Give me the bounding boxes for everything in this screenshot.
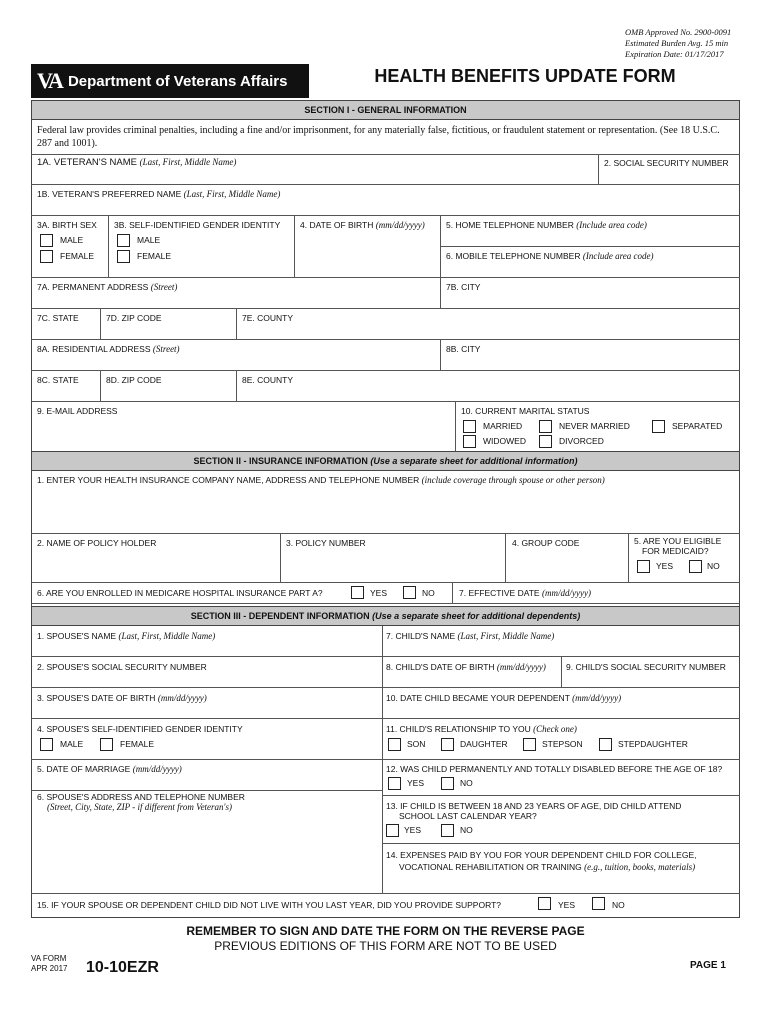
omb-info: [625, 27, 731, 60]
spouse-male-checkbox[interactable]: [40, 738, 53, 751]
permanent-state-label: 7C. STATE: [37, 313, 79, 323]
spouse-name-label: 1. SPOUSE'S NAME (Last, First, Middle Name): [37, 631, 216, 641]
separated-label: SEPARATED: [672, 421, 723, 431]
support-no-label: NO: [612, 900, 625, 910]
va-logo: [31, 64, 309, 98]
medicare-yes-checkbox[interactable]: [351, 586, 364, 599]
mobile-phone-input[interactable]: [446, 263, 736, 276]
gender-female-label: FEMALE: [137, 251, 172, 261]
spouse-female-label: FEMALE: [120, 739, 155, 749]
disabled-yes-label: YES: [407, 778, 425, 788]
dob-label: 4. DATE OF BIRTH (mm/dd/yyyy): [300, 220, 425, 230]
spouse-dob-label: 3. SPOUSE'S DATE OF BIRTH (mm/dd/yyyy): [37, 693, 207, 703]
child-dob-label: 8. CHILD'S DATE OF BIRTH (mm/dd/yyyy): [386, 662, 546, 672]
section-1-title: SECTION I - GENERAL INFORMATION: [304, 105, 467, 115]
ssn-input[interactable]: [604, 170, 736, 183]
divorced-checkbox[interactable]: [539, 435, 552, 448]
medicaid-yes-checkbox[interactable]: [637, 560, 650, 573]
section-2-hint: (Use a separate sheet for additional information): [370, 456, 578, 466]
gender-male-checkbox[interactable]: [117, 234, 130, 247]
preferred-name-input[interactable]: [37, 200, 737, 214]
residential-city-label: 8B. CITY: [446, 344, 481, 354]
effective-date-label: 7. EFFECTIVE DATE (mm/dd/yyyy): [459, 588, 591, 598]
form-date: APR 2017: [31, 964, 68, 973]
permanent-city-input[interactable]: [446, 294, 736, 307]
residential-zip-label: 8D. ZIP CODE: [106, 375, 162, 385]
section-2-title: SECTION II - INSURANCE INFORMATION: [193, 456, 368, 466]
spouse-female-checkbox[interactable]: [100, 738, 113, 751]
support-label: 15. IF YOUR SPOUSE OR DEPENDENT CHILD DID NOT LIVE WITH YOU LAST YEAR, DID YOU PROVIDE SUPPORT?: [37, 900, 501, 910]
residential-address-label: 8A. RESIDENTIAL ADDRESS (Street): [37, 344, 180, 354]
school-attendance-label-line2: SCHOOL LAST CALENDAR YEAR?: [399, 811, 537, 821]
child-name-input[interactable]: [386, 643, 736, 655]
page-number: PAGE 1: [690, 960, 726, 971]
va-form-info: [31, 954, 67, 974]
spouse-address-label: 6. SPOUSE'S ADDRESS AND TELEPHONE NUMBER: [37, 792, 245, 802]
form-title: HEALTH BENEFITS UPDATE FORM: [374, 66, 676, 86]
omb-burden: Estimated Burden Avg. 15 min: [625, 38, 729, 48]
medicare-label: 6. ARE YOU ENROLLED IN MEDICARE HOSPITAL INSURANCE PART A?: [37, 588, 323, 598]
omb-number: OMB Approved No. 2900-0091: [625, 27, 732, 37]
email-label: 9. E-MAIL ADDRESS: [37, 406, 118, 416]
omb-expiration: Expiration Date: 01/17/2017: [625, 49, 724, 59]
stepson-checkbox[interactable]: [523, 738, 536, 751]
married-label: MARRIED: [483, 421, 523, 431]
school-yes-checkbox[interactable]: [386, 824, 399, 837]
sign-reminder: REMEMBER TO SIGN AND DATE THE FORM ON THE REVERSE PAGE: [186, 924, 585, 938]
widowed-checkbox[interactable]: [463, 435, 476, 448]
va-form-label: VA FORM: [31, 954, 67, 963]
stepson-label: STEPSON: [542, 739, 583, 749]
gender-male-label: MALE: [137, 235, 161, 245]
medicaid-no-checkbox[interactable]: [689, 560, 702, 573]
marriage-date-label: 5. DATE OF MARRIAGE (mm/dd/yyyy): [37, 764, 182, 774]
legal-notice: Federal law provides criminal penalties, including a fine and/or imprisonment, for any materially false, fictitious, or fraudulent statement or representation. (See 18 U.S.C. 287 and 1001).: [37, 125, 720, 149]
birth-sex-female-label: FEMALE: [60, 251, 95, 261]
veteran-name-label: 1A. VETERAN'S NAME (Last, First, Middle Name): [37, 157, 237, 168]
support-yes-checkbox[interactable]: [538, 897, 551, 910]
son-label: SON: [407, 739, 426, 749]
birth-sex-male-checkbox[interactable]: [40, 234, 53, 247]
spouse-male-label: MALE: [60, 739, 84, 749]
section-3-hint: (Use a separate sheet for additional dependents): [372, 611, 581, 621]
child-name-label: 7. CHILD'S NAME (Last, First, Middle Name): [386, 631, 555, 641]
policy-holder-input[interactable]: [37, 550, 277, 580]
gender-female-checkbox[interactable]: [117, 250, 130, 263]
medicaid-label-line1: 5. ARE YOU ELIGIBLE: [634, 536, 722, 546]
son-checkbox[interactable]: [388, 738, 401, 751]
spouse-ssn-label: 2. SPOUSE'S SOCIAL SECURITY NUMBER: [37, 662, 207, 672]
school-attendance-label-line1: 13. IF CHILD IS BETWEEN 18 AND 23 YEARS OF AGE, DID CHILD ATTEND: [386, 801, 682, 811]
previous-editions-notice: PREVIOUS EDITIONS OF THIS FORM ARE NOT TO BE USED: [214, 939, 557, 953]
disabled-no-checkbox[interactable]: [441, 777, 454, 790]
ssn-label: 2. SOCIAL SECURITY NUMBER: [604, 158, 729, 168]
disabled-yes-checkbox[interactable]: [388, 777, 401, 790]
group-code-input[interactable]: [512, 550, 625, 580]
permanent-address-input[interactable]: [37, 294, 437, 307]
section-3-title: SECTION III - DEPENDENT INFORMATION: [190, 611, 370, 621]
form-number: 10-10EZR: [86, 959, 159, 976]
insurance-company-label: 1. ENTER YOUR HEALTH INSURANCE COMPANY NAME, ADDRESS AND TELEPHONE NUMBER (include coverage through spouse or other person): [37, 475, 605, 485]
permanent-address-label: 7A. PERMANENT ADDRESS (Street): [37, 282, 178, 292]
birth-sex-female-checkbox[interactable]: [40, 250, 53, 263]
medicare-no-checkbox[interactable]: [403, 586, 416, 599]
birth-sex-male-label: MALE: [60, 235, 84, 245]
stepdaughter-label: STEPDAUGHTER: [618, 739, 688, 749]
divorced-label: DIVORCED: [559, 436, 604, 446]
department-name: Department of Veterans Affairs: [67, 72, 288, 90]
section-2-heading: [31, 451, 740, 471]
medicare-no-label: NO: [422, 588, 435, 598]
section-3-heading: [31, 606, 740, 626]
never-married-label: NEVER MARRIED: [559, 421, 630, 431]
va-seal-logo: VA: [37, 68, 62, 93]
stepdaughter-checkbox[interactable]: [599, 738, 612, 751]
expenses-label-line1: 14. EXPENSES PAID BY YOU FOR YOUR DEPENDENT CHILD FOR COLLEGE,: [386, 850, 697, 860]
child-relationship-label: 11. CHILD'S RELATIONSHIP TO YOU (Check one): [386, 724, 577, 734]
medicaid-label-line2: FOR MEDICAID?: [642, 546, 709, 556]
expenses-input[interactable]: [386, 875, 736, 891]
widowed-label: WIDOWED: [483, 436, 526, 446]
spouse-address-hint: (Street, City, State, ZIP - if different from Veteran's): [47, 802, 232, 812]
medicaid-yes-label: YES: [656, 561, 674, 571]
spouse-name-input[interactable]: [37, 643, 377, 655]
section-1-heading: [31, 100, 740, 120]
support-yes-label: YES: [558, 900, 576, 910]
mobile-phone-label: 6. MOBILE TELEPHONE NUMBER (Include area code): [446, 251, 654, 261]
never-married-checkbox[interactable]: [539, 420, 552, 433]
daughter-label: DAUGHTER: [460, 739, 508, 749]
separated-checkbox[interactable]: [652, 420, 665, 433]
school-no-checkbox[interactable]: [441, 824, 454, 837]
expenses-label-line2: VOCATIONAL REHABILITATION OR TRAINING (e.g., tuition, books, materials): [399, 862, 696, 872]
permanent-county-label: 7E. COUNTY: [242, 313, 294, 323]
residential-county-label: 8E. COUNTY: [242, 375, 294, 385]
preferred-name-label: 1B. VETERAN'S PREFERRED NAME (Last, First, Middle Name): [37, 189, 281, 199]
married-checkbox[interactable]: [463, 420, 476, 433]
school-yes-label: YES: [404, 825, 422, 835]
home-phone-label: 5. HOME TELEPHONE NUMBER (Include area code): [446, 220, 647, 230]
home-phone-input[interactable]: [446, 232, 736, 245]
policy-number-input[interactable]: [286, 550, 502, 580]
marital-status-label: 10. CURRENT MARITAL STATUS: [461, 406, 590, 416]
child-ssn-label: 9. CHILD'S SOCIAL SECURITY NUMBER: [566, 662, 726, 672]
gender-identity-label: 3B. SELF-IDENTIFIED GENDER IDENTITY: [114, 220, 281, 230]
spouse-address-input[interactable]: [37, 815, 377, 891]
support-no-checkbox[interactable]: [592, 897, 605, 910]
medicaid-no-label: NO: [707, 561, 720, 571]
spouse-gender-label: 4. SPOUSE'S SELF-IDENTIFIED GENDER IDENTITY: [37, 724, 243, 734]
policy-number-label: 3. POLICY NUMBER: [286, 538, 366, 548]
school-no-label: NO: [460, 825, 473, 835]
medicare-yes-label: YES: [370, 588, 388, 598]
dob-input[interactable]: [300, 234, 436, 274]
email-input[interactable]: [37, 418, 452, 448]
permanent-zip-label: 7D. ZIP CODE: [106, 313, 162, 323]
group-code-label: 4. GROUP CODE: [512, 538, 580, 548]
child-disabled-label: 12. WAS CHILD PERMANENTLY AND TOTALLY DISABLED BEFORE THE AGE OF 18?: [386, 764, 723, 774]
daughter-checkbox[interactable]: [441, 738, 454, 751]
permanent-city-label: 7B. CITY: [446, 282, 481, 292]
child-dependent-date-label: 10. DATE CHILD BECAME YOUR DEPENDENT (mm/dd/yyyy): [386, 693, 622, 703]
veteran-name-input[interactable]: [37, 168, 595, 183]
insurance-company-input[interactable]: [37, 488, 737, 532]
policy-holder-label: 2. NAME OF POLICY HOLDER: [37, 538, 157, 548]
birth-sex-label: 3A. BIRTH SEX: [37, 220, 97, 230]
residential-state-label: 8C. STATE: [37, 375, 79, 385]
disabled-no-label: NO: [460, 778, 473, 788]
